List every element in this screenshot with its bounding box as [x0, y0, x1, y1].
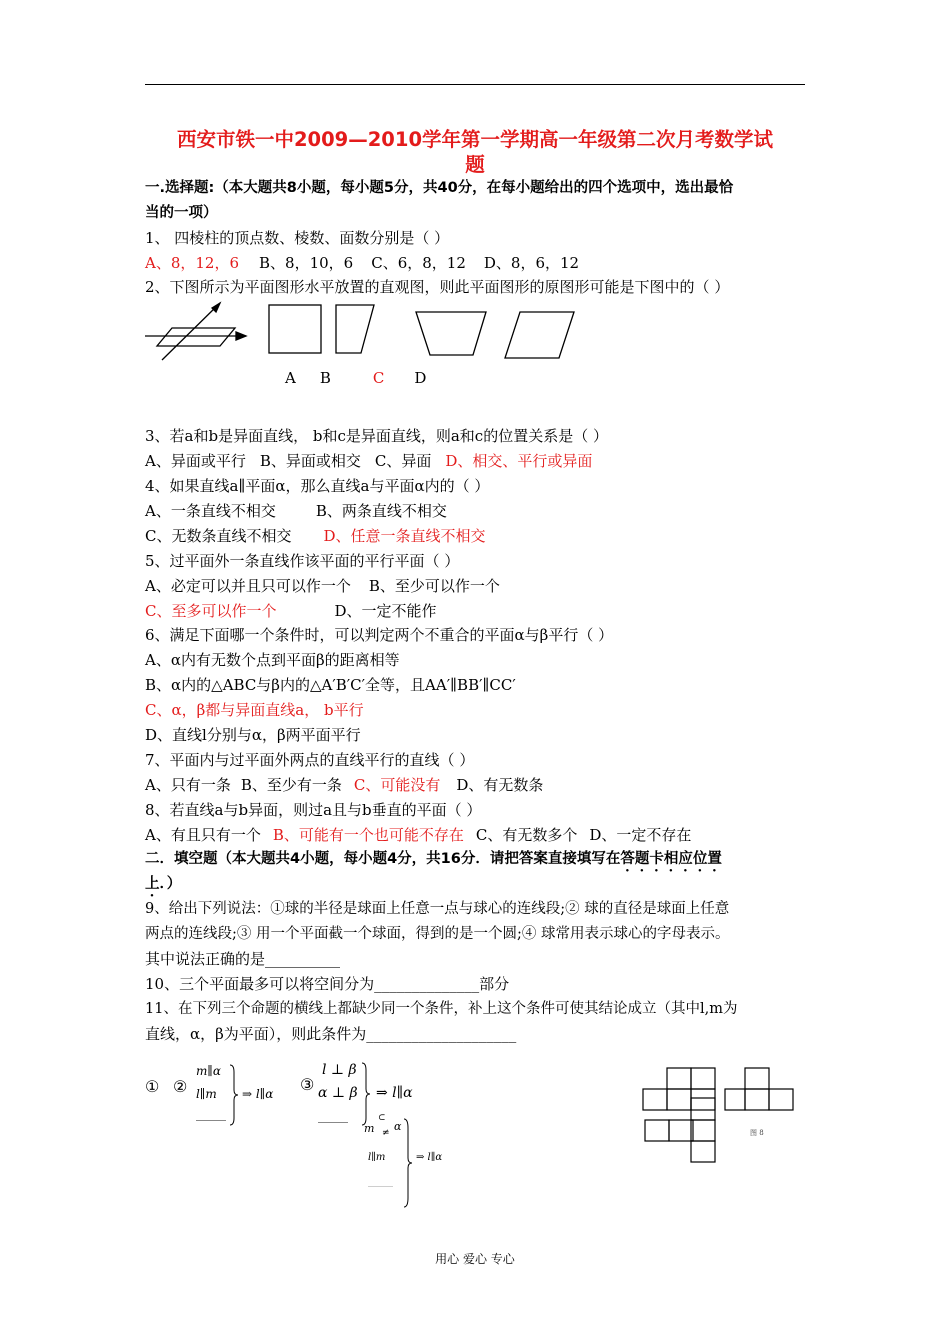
- q3-option-d: D、相交、平行或异面: [445, 452, 593, 470]
- q8-option-a: A、有且只有一个: [145, 826, 261, 844]
- q2-label-b: B: [319, 369, 331, 387]
- q4-option-a: A、一条直线不相交: [145, 502, 276, 520]
- q7-option-a: A、只有一条: [145, 776, 231, 794]
- q6-option-b: B、α内的△ABC与β内的△A′B′C′全等，且AA′∥BB′∥CC′: [145, 676, 516, 694]
- q1-option-c: C、6，8，12: [371, 254, 466, 272]
- q4-option-b: B、两条直线不相交: [315, 502, 447, 520]
- formula1-result: ⇒ l∥α: [416, 1152, 443, 1163]
- q2-stem: 2、下图所示为平面图形水平放置的直观图，则此平面图形的原图形可能是下图中的（ ）: [145, 278, 730, 296]
- formula-number-2: ②: [173, 1077, 188, 1096]
- q4-options-cd: [145, 526, 486, 546]
- q5-options-cd: [145, 601, 437, 621]
- q9-line2: 两点的连线段;③ 用一个平面截一个球面，得到的是一个圆;④ 球常用表示球心的字母表示。: [145, 926, 730, 942]
- q9-line1: 9、给出下列说法：①球的半径是球面上任意一点与球心的连线段;② 球的直径是球面上任意: [145, 901, 730, 917]
- q1-options: [145, 253, 579, 273]
- formula-number-3: ③: [300, 1075, 315, 1094]
- formula2-result: ⇒ l∥α: [242, 1087, 274, 1101]
- q4-option-c: C、无数条直线不相交: [145, 527, 292, 545]
- q7-stem: 7、平面内与过平面外两点的直线平行的直线（ ）: [145, 751, 475, 769]
- top-rule: [145, 84, 805, 85]
- q6-stem: 6、满足下面哪一个条件时，可以判定两个不重合的平面α与β平行（ ）: [145, 626, 614, 644]
- q11-line1: 11、在下列三个命题的横线上都缺少同一个条件，补上这个条件可使其结论成立（其中l,m为: [145, 1001, 738, 1017]
- cube-net-3: [645, 1098, 715, 1162]
- q6-option-a: A、α内有无数个点到平面β的距离相等: [145, 651, 400, 669]
- oblique-view-figure: [145, 303, 246, 360]
- q8-stem: 8、若直线a与b异面，则过a且与b垂直的平面（ ）: [145, 801, 482, 819]
- formula1-brace: [402, 1118, 414, 1208]
- q5-option-c: C、至多可以作一个: [145, 602, 277, 620]
- q2-figures: [140, 300, 590, 370]
- section2-heading-emphasis-cont: 上: [145, 876, 160, 892]
- q5-stem: 5、过平面外一条直线作该平面的平行平面（ ）: [145, 552, 460, 570]
- section2-heading: [145, 849, 722, 875]
- section2-heading-cont: [145, 874, 181, 900]
- q6-option-d: D、直线l分别与α，β两平面平行: [145, 726, 361, 744]
- cube-net-1: [643, 1068, 715, 1110]
- q3-options: [145, 451, 592, 471]
- q1-stem: 1、 四棱柱的顶点数、棱数、面数分别是（ ）: [145, 229, 450, 247]
- formula1-line-m: m: [364, 1122, 375, 1135]
- q2-label-a: A: [285, 369, 296, 387]
- q7-options: [145, 775, 543, 795]
- q9-line3: 其中说法正确的是__________: [145, 950, 341, 968]
- q3-stem: 3、若a和b是异面直线， b和c是异面直线，则a和c的位置关系是（ ）: [145, 427, 608, 445]
- option-d-parallelogram: [505, 312, 574, 358]
- q8-option-c: C、有无数多个: [475, 826, 578, 844]
- figure-caption: 图 8: [750, 1129, 764, 1137]
- q1-option-a: A、8，12，6: [145, 254, 240, 272]
- formula-number-1: ①: [145, 1077, 160, 1096]
- formula1-plane-alpha: α: [394, 1120, 402, 1133]
- q8-options: [145, 825, 691, 845]
- q4-stem: 4、如果直线a∥平面α，那么直线a与平面α内的（ ）: [145, 477, 490, 495]
- formula1-premise-2: l∥m: [368, 1152, 386, 1163]
- formula3-brace: [360, 1062, 372, 1126]
- page-title: 西安市铁一中2009—2010学年第一学期高一年级第二次月考数学试: [176, 128, 774, 151]
- q5-option-b: B、至少可以作一个: [368, 577, 500, 595]
- section2-heading-text: 二．填空题（本大题共4小题，每小题4分，共16分．请把答案直接填写在: [145, 851, 621, 867]
- option-c-isosceles-trapezoid: [416, 312, 486, 355]
- q5-option-d: D、一定不能作: [334, 602, 437, 620]
- page-footer: 用心 爱心 专心: [435, 1252, 515, 1266]
- cube-net-2: [725, 1068, 793, 1110]
- q5-options-ab: [145, 576, 500, 596]
- option-a-square: [269, 305, 321, 353]
- q10-text: 10、三个平面最多可以将空间分为______________部分: [145, 975, 510, 993]
- section1-heading: 一.选择题:（本大题共8小题，每小题5分，共40分，在每小题给出的四个选项中，选出最恰: [145, 180, 734, 196]
- formula2-brace: [228, 1064, 240, 1126]
- option-b-right-trapezoid: [336, 305, 374, 353]
- q6-option-c: C、α，β都与异面直线a， b平行: [145, 701, 364, 719]
- formula3-result: ⇒ l∥α: [376, 1085, 413, 1101]
- cube-nets-figure: [640, 1065, 800, 1170]
- formula2-premise-1: m∥α: [196, 1064, 222, 1078]
- q4-option-d: D、任意一条直线不相交: [323, 527, 486, 545]
- formula3-premise-2: α ⊥ β: [318, 1085, 358, 1101]
- q8-option-b: B、可能有一个也可能不存在: [272, 826, 464, 844]
- section2-heading-emphasis: 答题卡相应位置: [620, 851, 722, 867]
- q1-option-d: D、8，6，12: [483, 254, 580, 272]
- q7-option-c: C、可能没有: [353, 776, 441, 794]
- q7-option-d: D、有无数条: [456, 776, 544, 794]
- formula2-blank: _____: [196, 1107, 226, 1121]
- q5-option-a: A、必定可以并且只可以作一个: [145, 577, 351, 595]
- q3-option-a: A、异面或平行: [145, 452, 246, 470]
- q4-options-ab: [145, 501, 447, 521]
- q2-option-labels: [285, 368, 426, 388]
- formula1-blank: _____: [368, 1176, 393, 1187]
- page-title-cont: 题: [465, 153, 485, 176]
- formula1-subset-symbol: ⊂: [378, 1113, 386, 1123]
- formula1-neq-symbol: ≠: [382, 1128, 390, 1138]
- q8-option-d: D、一定不存在: [589, 826, 692, 844]
- q1-option-b: B、8，10，6: [259, 254, 354, 272]
- section1-heading-cont: 当的一项）: [145, 205, 218, 221]
- formula3-blank: _____: [318, 1109, 348, 1123]
- section2-heading-end: ．）: [159, 876, 182, 892]
- formula2-premise-2: l∥m: [196, 1087, 217, 1101]
- q2-label-d: D: [414, 369, 427, 387]
- q3-option-b: B、异面或相交: [259, 452, 361, 470]
- q7-option-b: B、至少有一条: [240, 776, 342, 794]
- q11-line2: 直线，α，β为平面），则此条件为____________________: [145, 1025, 517, 1043]
- q3-option-c: C、异面: [374, 452, 432, 470]
- q2-label-c: C: [372, 369, 385, 387]
- formula3-premise-1: l ⊥ β: [322, 1062, 357, 1078]
